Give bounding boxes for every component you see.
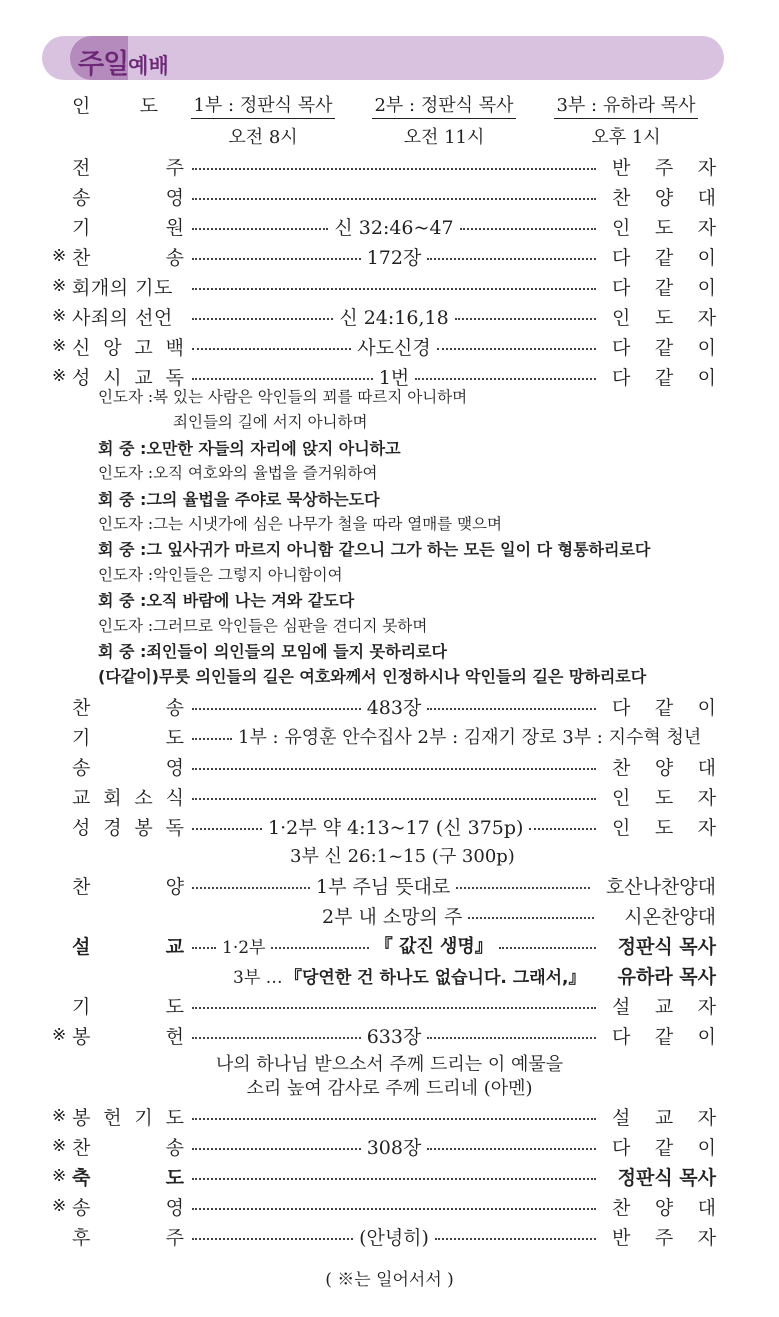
preacher: 정판식 목사	[617, 1166, 716, 1189]
order-label: 전 주	[72, 156, 184, 179]
order-role: 다 같 이	[612, 1025, 716, 1048]
responsive-line-leader	[98, 563, 343, 585]
order-label: 성 경 봉 독	[72, 816, 184, 839]
order-role: 다 같 이	[612, 336, 716, 359]
order-row	[0, 211, 779, 241]
service-1-time: 오전 8시	[228, 127, 298, 148]
responsive-text: 그러므로 악인들은 심판을 견디지 못하며	[153, 616, 428, 635]
responsive-line-congregation	[98, 487, 380, 510]
responsive-text: 오직 여호와의 율법을 즐거워하여	[153, 464, 378, 483]
order-label: 송 영	[72, 1196, 184, 1219]
order-role: 시온찬양대	[624, 905, 716, 928]
order-role: 찬 양 대	[612, 1196, 716, 1219]
order-row-sermon-sub	[0, 960, 779, 990]
order-role: 찬 양 대	[612, 186, 716, 209]
order-role: 다 같 이	[612, 696, 716, 719]
order-detail: (안녕히)	[359, 1226, 429, 1249]
order-detail: 483장	[366, 696, 422, 719]
responsive-text: 그의 율법을 주야로 묵상하는도다	[146, 489, 380, 509]
responsive-speaker: 회 중 :	[98, 438, 147, 458]
leader-label-char: 도	[139, 95, 158, 117]
preacher: 정판식 목사	[617, 935, 716, 958]
stand-mark: ※	[52, 1025, 67, 1045]
order-detail-sub: 3부 신 26:1~15 (구 300p)	[290, 846, 515, 867]
responsive-line-congregation	[98, 639, 447, 662]
responsive-line-leader	[98, 461, 377, 483]
order-row	[0, 331, 779, 361]
responsive-line-leader	[98, 385, 467, 407]
stand-mark: ※	[52, 306, 67, 326]
responsive-line-leader	[98, 512, 502, 534]
order-label: 기 도	[72, 995, 184, 1018]
service-1-leader: 1부 : 정판식 목사	[191, 91, 334, 119]
responsive-line-congregation	[98, 436, 401, 459]
responsive-speaker: 인도자 :	[98, 388, 154, 406]
responsive-text: 죄인들이 의인들의 모임에 들지 못하리로다	[146, 642, 447, 661]
responsive-line-congregation	[98, 537, 650, 560]
responsive-speaker: 인도자 :	[98, 464, 154, 483]
order-role: 인 도 자	[612, 816, 716, 839]
order-role: 설 교 자	[612, 995, 716, 1018]
order-row-prayer-2	[0, 990, 779, 1020]
preacher: 유하라 목사	[617, 965, 716, 988]
stand-mark: ※	[52, 246, 67, 266]
order-role: 다 같 이	[612, 1136, 716, 1159]
order-row-hymn-2	[0, 1131, 779, 1161]
order-label: 사죄의 선언	[72, 306, 173, 329]
order-row-news	[0, 781, 779, 811]
order-label: 회개의 기도	[72, 276, 173, 299]
responsive-text: 그는 시냇가에 심은 나무가 철을 따라 열매를 맺으며	[153, 515, 503, 533]
order-role: 다 같 이	[612, 276, 716, 299]
service-3-leader: 3부 : 유하라 목사	[554, 91, 697, 119]
order-role: 찬 양 대	[612, 756, 716, 779]
responsive-speaker: 회 중 :	[98, 540, 147, 560]
order-row	[0, 301, 779, 331]
order-role: 인 도 자	[612, 786, 716, 809]
order-role: 다 같 이	[612, 246, 716, 269]
stand-mark: ※	[52, 366, 67, 386]
responsive-text: 그 잎사귀가 마르지 아니함 같으니 그가 하는 모든 일이 다 형통하리로다	[146, 540, 651, 560]
order-row-offering	[0, 1020, 779, 1050]
leader-label-char: 인	[72, 95, 91, 117]
order-role: 인 도 자	[612, 216, 716, 239]
order-label: 설 교	[72, 935, 184, 958]
section-title-main: 주일	[78, 49, 129, 80]
order-detail: 사도신경	[357, 336, 431, 359]
order-detail: 신 24:16,18	[339, 306, 449, 329]
responsive-line-congregation	[98, 588, 354, 611]
stand-mark: ※	[52, 1136, 67, 1156]
responsive-speaker: 인도자 :	[98, 616, 154, 635]
order-label: 찬 송	[72, 246, 184, 269]
stand-mark: ※	[52, 1106, 67, 1126]
order-role: 설 교 자	[612, 1106, 716, 1129]
order-label: 성 시 교 독	[72, 366, 184, 389]
order-row-sermon	[0, 930, 779, 960]
order-detail: 2부 내 소망의 주	[322, 905, 463, 928]
order-detail: 633장	[366, 1025, 422, 1048]
order-detail: 1부 주님 뜻대로	[316, 875, 451, 898]
order-row-prayer	[0, 721, 779, 751]
service-2-leader: 2부 : 정판식 목사	[372, 91, 515, 119]
order-row-hymn	[0, 691, 779, 721]
order-label: 신 앙 고 백	[72, 336, 184, 359]
responsive-text: 악인들은 그렇지 아니함이여	[153, 565, 343, 584]
responsive-text: 무릇 의인들의 길은 여호와께서 인정하시나 악인들의 길은 망하리로다	[159, 667, 647, 687]
order-label: 후 주	[72, 1226, 184, 1249]
order-label: 축 도	[72, 1166, 184, 1189]
responsive-text: 복 있는 사람은 악인들의 꾀를 따르지 아니하며	[153, 388, 468, 406]
order-row-doxology-2	[0, 1191, 779, 1221]
order-row-benediction	[0, 1161, 779, 1191]
stand-mark: ※	[52, 336, 67, 356]
sermon-title: 『 값진 생명』	[374, 936, 493, 957]
stand-mark: ※	[52, 1166, 67, 1186]
responsive-speaker: 회 중 :	[98, 591, 147, 611]
order-row-anthem-sub	[0, 900, 779, 930]
order-role: 다 같 이	[612, 366, 716, 389]
order-role: 호산나찬양대	[605, 875, 716, 898]
section-title-sub: 예배	[128, 54, 169, 78]
standing-note: ( ※는 일어서서 )	[325, 1270, 454, 1290]
responsive-text: 오만한 자들의 자리에 앉지 아니하고	[146, 438, 401, 458]
order-label: 봉 헌	[72, 1025, 184, 1048]
order-role: 반 주 자	[612, 1226, 716, 1249]
service-3-time: 오후 1시	[591, 127, 661, 148]
order-label: 교 회 소 식	[72, 786, 184, 809]
leader-label	[72, 91, 158, 118]
order-detail: 1·2부 약 4:13~17 (신 375p)	[268, 816, 524, 839]
order-detail: 1부 : 유영훈 안수집사 2부 : 김재기 장로 3부 : 지수혁 청년	[238, 727, 702, 748]
section-title	[78, 42, 169, 81]
order-label: 기 원	[72, 216, 184, 239]
responsive-speaker: (다같이)	[98, 667, 159, 687]
order-row	[0, 241, 779, 271]
stand-mark: ※	[52, 1196, 67, 1216]
order-label: 송 영	[72, 756, 184, 779]
responsive-text: 오직 바람에 나는 겨와 같도다	[146, 591, 355, 611]
order-row	[0, 271, 779, 301]
order-label: 찬 송	[72, 696, 184, 719]
order-detail: 308장	[366, 1136, 422, 1159]
service-1	[188, 91, 338, 149]
order-label: 봉 헌 기 도	[72, 1106, 184, 1129]
order-row	[0, 151, 779, 181]
order-row-anthem	[0, 870, 779, 900]
order-label: 찬 송	[72, 1136, 184, 1159]
order-row-bible-reading	[0, 811, 779, 841]
order-label: 송 영	[72, 186, 184, 209]
responsive-text: 죄인들의 길에 서지 아니하며	[173, 413, 368, 432]
order-role: 인 도 자	[612, 306, 716, 329]
order-row-offering-prayer	[0, 1101, 779, 1131]
responsive-line-congregation	[98, 664, 646, 687]
order-detail: 1번	[378, 366, 410, 389]
order-role: 반 주 자	[612, 156, 716, 179]
service-2	[369, 91, 519, 149]
order-detail: 172장	[366, 246, 422, 269]
order-detail-prefix: 3부 …	[233, 968, 283, 988]
responsive-speaker: 회 중 :	[98, 642, 147, 661]
order-label: 기 도	[72, 726, 184, 749]
responsive-speaker: 인도자 :	[98, 515, 154, 533]
offering-lyric-line: 소리 높여 감사로 주께 드리네 (아멘)	[246, 1078, 533, 1099]
order-row	[0, 181, 779, 211]
responsive-speaker: 회 중 :	[98, 489, 147, 509]
service-3	[551, 91, 701, 149]
service-2-time: 오전 11시	[403, 127, 485, 148]
order-row-postlude	[0, 1221, 779, 1251]
offering-lyric-line: 나의 하나님 받으소서 주께 드리는 이 예물을	[215, 1054, 564, 1075]
order-label: 찬 양	[72, 875, 184, 898]
order-detail-prefix: 1·2부	[222, 937, 266, 958]
stand-mark: ※	[52, 276, 67, 296]
order-detail: 신 32:46~47	[334, 216, 454, 239]
sermon-title: 『당연한 건 하나도 없습니다. 그래서,』	[285, 968, 586, 988]
order-row-doxology	[0, 751, 779, 781]
responsive-line-leader	[173, 410, 367, 432]
responsive-speaker: 인도자 :	[98, 565, 154, 584]
responsive-line-leader	[98, 614, 427, 636]
